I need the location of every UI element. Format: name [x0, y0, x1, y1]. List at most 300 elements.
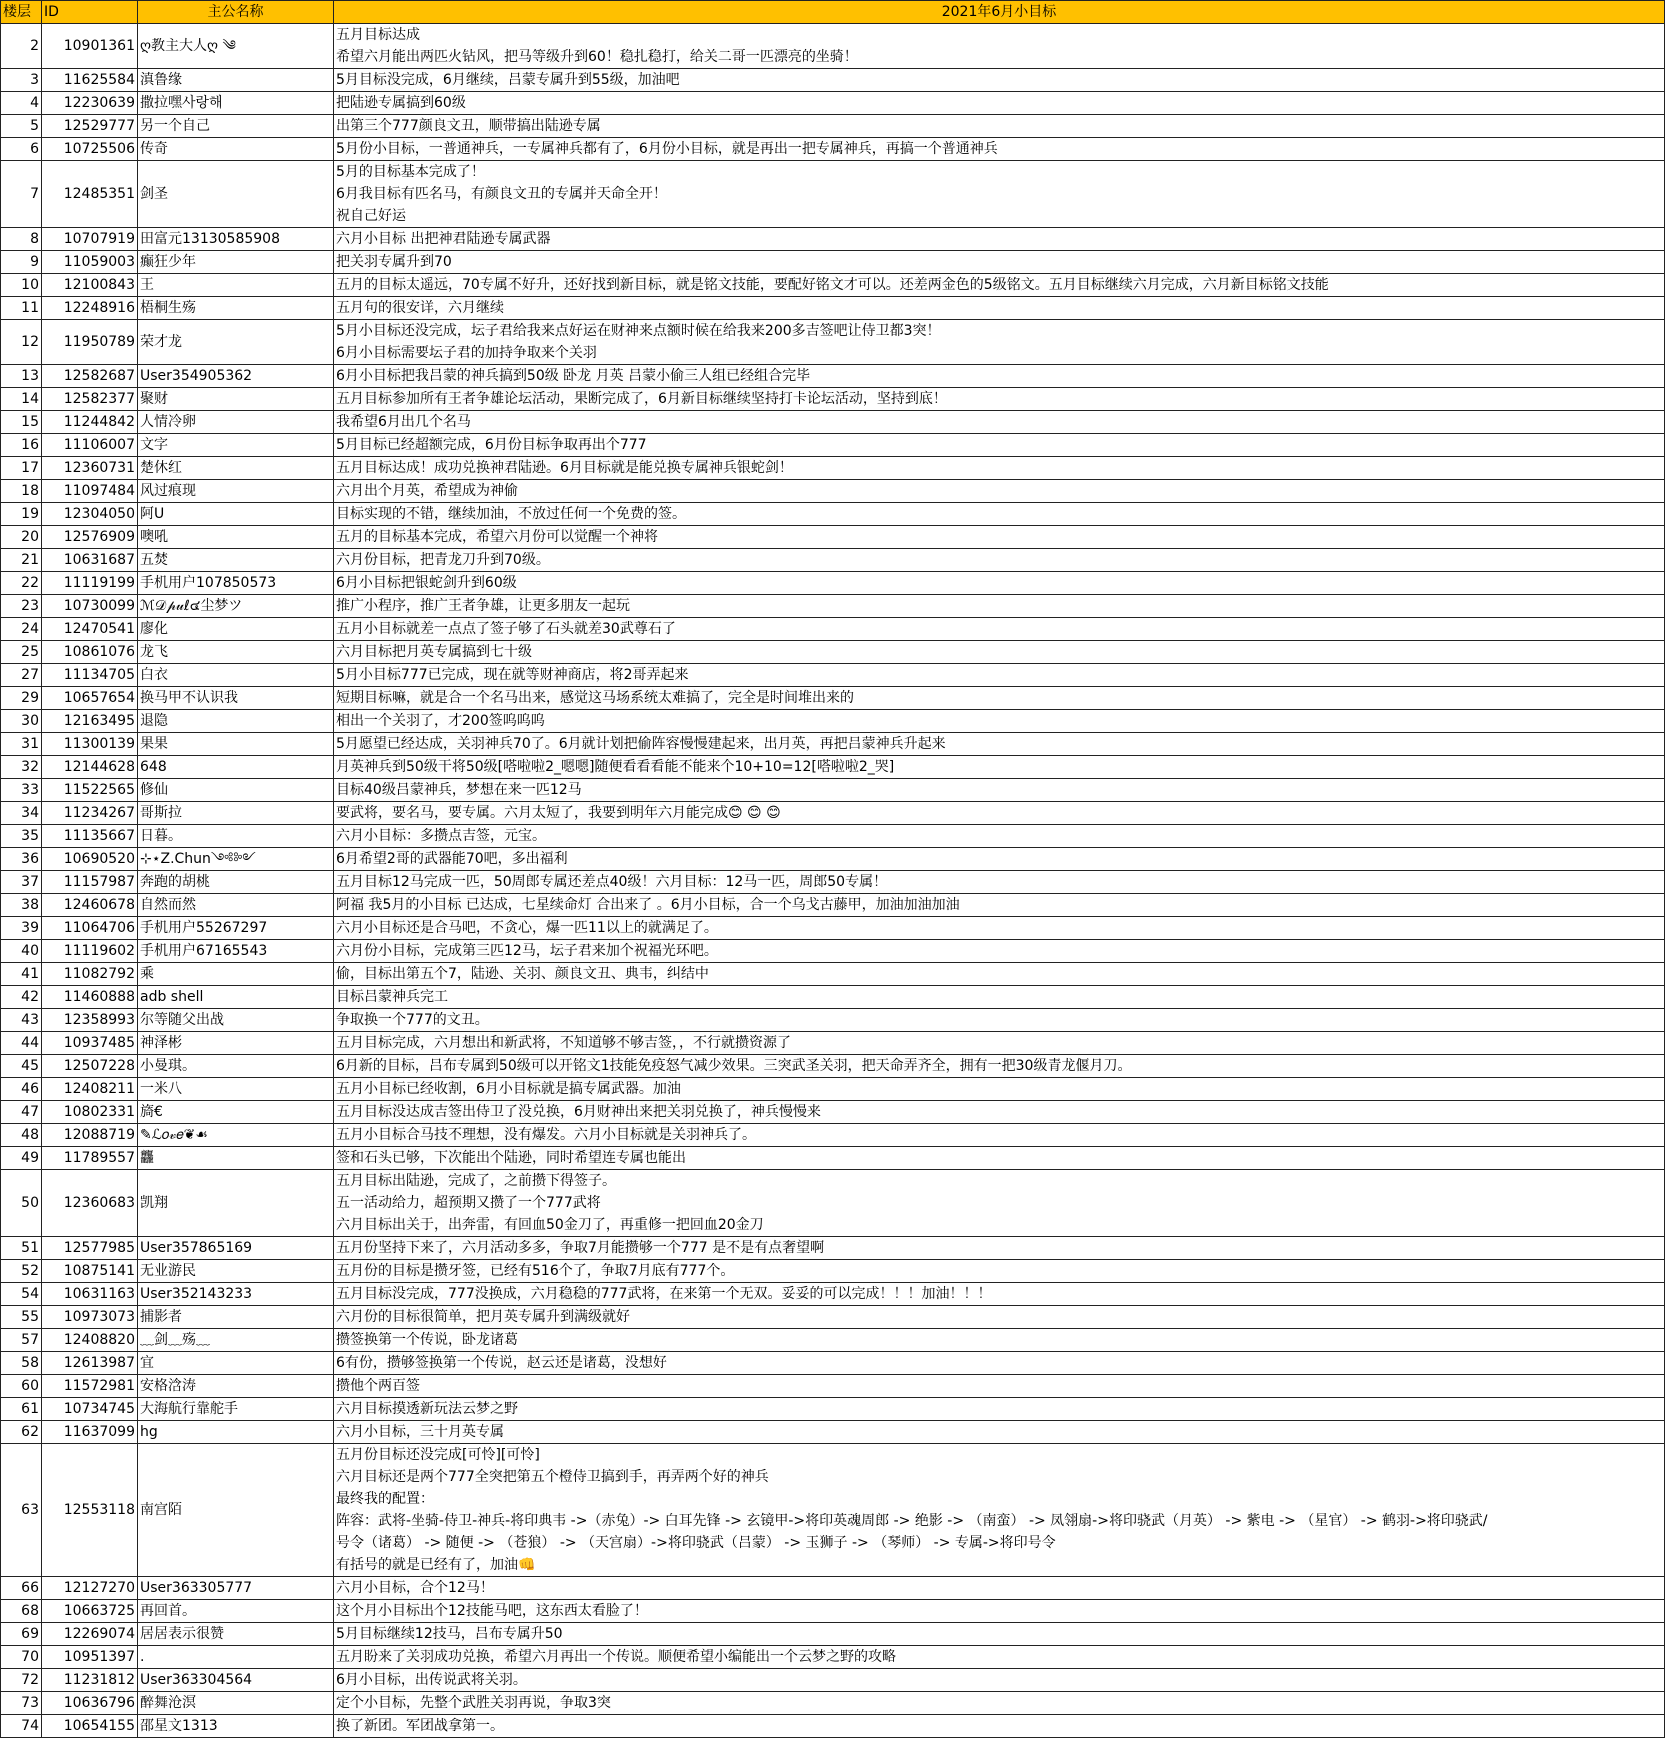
floor-cell: 23 [1, 595, 42, 618]
floor-cell: 30 [1, 710, 42, 733]
goal-line: 五月小目标合马技不理想，没有爆发。六月小目标就是关羽神兵了。 [336, 1127, 756, 1143]
id-cell: 10725506 [42, 138, 138, 161]
goal-line: 五月目标没完成，777没换成，六月稳稳的777武将，在来第一个无双。妥妥的可以完成！！！加油！！！ [336, 1286, 992, 1302]
name-cell: 撒拉嘿사랑해 [138, 92, 334, 115]
id-cell: 10951397 [42, 1646, 138, 1669]
floor-cell: 46 [1, 1078, 42, 1101]
table-row [1, 1237, 1665, 1260]
goal-cell [334, 526, 1665, 549]
name-cell: hg [138, 1421, 334, 1444]
name-cell: 龘 [138, 1147, 334, 1170]
goal-line: 目标实现的不错，继续加油，不放过任何一个免费的签。 [336, 506, 686, 522]
goal-line: 5月目标没完成，6月继续，吕蒙专属升到55级，加油吧 [336, 72, 680, 88]
floor-cell: 29 [1, 687, 42, 710]
goal-line: 六月小目标，三十月英专属 [336, 1424, 504, 1440]
id-cell: 11059003 [42, 251, 138, 274]
id-cell: 12269074 [42, 1623, 138, 1646]
goal-line: 争取换一个777的文丑。 [336, 1012, 489, 1028]
name-cell: 648 [138, 756, 334, 779]
floor-cell: 57 [1, 1329, 42, 1352]
goal-cell [334, 24, 1665, 69]
goal-line: 六月目标把月英专属搞到七十级 [336, 644, 532, 660]
goal-line: 阿福 我5月的小目标 已达成，七星续命灯 合出来了 。6月小目标，合一个乌戈古藤甲，加油加油加油 [336, 897, 960, 913]
goal-cell [334, 1055, 1665, 1078]
goal-line: 5月目标继续12技马，吕布专属升50 [336, 1626, 563, 1642]
floor-cell: 40 [1, 940, 42, 963]
id-cell: 12582687 [42, 365, 138, 388]
table-row [1, 1329, 1665, 1352]
goal-cell [334, 1009, 1665, 1032]
id-cell: 11300139 [42, 733, 138, 756]
table-row [1, 848, 1665, 871]
id-cell: 12358993 [42, 1009, 138, 1032]
table-row [1, 1577, 1665, 1600]
goal-line: 五月目标达成！成功兑换神君陆逊。6月目标就是能兑换专属神兵银蛇剑！ [336, 460, 793, 476]
id-cell: 10663725 [42, 1600, 138, 1623]
name-cell: ღ教主大人ღ ༄ [138, 24, 334, 69]
name-cell: User352143233 [138, 1283, 334, 1306]
floor-cell: 66 [1, 1577, 42, 1600]
floor-cell: 12 [1, 320, 42, 365]
table-row [1, 756, 1665, 779]
goal-line: 五月目标12马完成一匹，50周郎专属还差点40级！六月目标：12马一匹，周郎50专属！ [336, 874, 888, 890]
name-cell: 手机用户55267297 [138, 917, 334, 940]
floor-cell: 9 [1, 251, 42, 274]
floor-cell: 4 [1, 92, 42, 115]
table-row [1, 917, 1665, 940]
floor-cell: 45 [1, 1055, 42, 1078]
goal-line: 六月目标摸透新玩法云梦之野 [336, 1401, 518, 1417]
goal-line: 把陆逊专属搞到60级 [336, 95, 466, 111]
goal-cell [334, 138, 1665, 161]
floor-cell: 14 [1, 388, 42, 411]
table-row [1, 1398, 1665, 1421]
table-row [1, 894, 1665, 917]
table-row [1, 480, 1665, 503]
name-cell: 乘 [138, 963, 334, 986]
goal-cell [334, 115, 1665, 138]
goal-line: 号令（诸葛） -> 随便 -> （苍狼） -> （天宫扇）->将印骁武（吕蒙） -> 玉狮子 -> （琴师） -> 专属->将印号令 [336, 1535, 1056, 1551]
floor-cell: 62 [1, 1421, 42, 1444]
goal-line: 六月目标还是两个777全突把第五个橙侍卫搞到手，再弄两个好的神兵 [336, 1469, 769, 1485]
goal-line: 五月目标参加所有王者争雄论坛活动，果断完成了，6月新目标继续坚持打卡论坛活动，坚持到底！ [336, 391, 947, 407]
table-row [1, 1009, 1665, 1032]
goal-line: 我希望6月出几个名马 [336, 414, 471, 430]
floor-cell: 47 [1, 1101, 42, 1124]
floor-cell: 43 [1, 1009, 42, 1032]
name-cell: 南宫陌 [138, 1444, 334, 1577]
table-row [1, 69, 1665, 92]
name-cell: 荣才龙 [138, 320, 334, 365]
table-row [1, 871, 1665, 894]
table-row [1, 365, 1665, 388]
floor-cell: 70 [1, 1646, 42, 1669]
id-cell: 12408820 [42, 1329, 138, 1352]
floor-cell: 73 [1, 1692, 42, 1715]
floor-cell: 55 [1, 1306, 42, 1329]
table-row [1, 115, 1665, 138]
goal-cell [334, 963, 1665, 986]
table-row [1, 1375, 1665, 1398]
name-cell: 手机用户107850573 [138, 572, 334, 595]
goal-cell [334, 1646, 1665, 1669]
goal-line: 阵容：武将-坐骑-侍卫-神兵-将印典韦 ->（赤兔）-> 白耳先锋 -> 玄镜甲->将印英魂周郎 -> 绝影 -> （南蛮） -> 凤翎扇->将印骁武（月英） -> 紫电 -> （星官） -> 鹤羽->将印骁武/ [336, 1513, 1488, 1529]
id-cell: 10654155 [42, 1715, 138, 1738]
goal-line: 祝自己好运 [336, 208, 406, 224]
goal-line: 偷，目标出第五个7，陆逊、关羽、颜良文丑、典韦，纠结中 [336, 966, 709, 982]
name-cell: 宜 [138, 1352, 334, 1375]
goal-cell [334, 1692, 1665, 1715]
goal-cell [334, 802, 1665, 825]
goal-cell [334, 549, 1665, 572]
goal-line: 6月我目标有匹名马，有颜良文丑的专属并天命全开！ [336, 186, 667, 202]
floor-cell: 42 [1, 986, 42, 1009]
name-cell: 另一个自己 [138, 115, 334, 138]
floor-cell: 15 [1, 411, 42, 434]
id-cell: 11134705 [42, 664, 138, 687]
id-cell: 11572981 [42, 1375, 138, 1398]
goal-line: 六月份目标，把青龙刀升到70级。 [336, 552, 550, 568]
id-cell: 11135667 [42, 825, 138, 848]
name-cell: 手机用户67165543 [138, 940, 334, 963]
goal-cell [334, 1147, 1665, 1170]
name-cell: 自然而然 [138, 894, 334, 917]
table-row [1, 1101, 1665, 1124]
table-row [1, 1715, 1665, 1738]
table-row [1, 1147, 1665, 1170]
table-row [1, 411, 1665, 434]
goal-line: 五月目标完成，六月想出和新武将，不知道够不够吉签，，不行就攒资源了 [336, 1035, 791, 1051]
name-cell: 尔等随父出战 [138, 1009, 334, 1032]
id-cell: 11950789 [42, 320, 138, 365]
goal-line: 六月小目标 出把神君陆逊专属武器 [336, 231, 551, 247]
table-row [1, 297, 1665, 320]
goal-cell [334, 274, 1665, 297]
goal-cell [334, 1306, 1665, 1329]
table-row [1, 138, 1665, 161]
floor-cell: 61 [1, 1398, 42, 1421]
goal-line: 五月的目标基本完成，希望六月份可以觉醒一个神将 [336, 529, 658, 545]
goal-cell [334, 411, 1665, 434]
table-row [1, 1124, 1665, 1147]
goal-line: 相出一个关羽了，才200签呜呜呜 [336, 713, 545, 729]
floor-cell: 39 [1, 917, 42, 940]
goal-cell [334, 1260, 1665, 1283]
goal-cell [334, 320, 1665, 365]
table-row [1, 1421, 1665, 1444]
name-cell: 癫狂少年 [138, 251, 334, 274]
goal-cell [334, 1715, 1665, 1738]
id-cell: 11244842 [42, 411, 138, 434]
id-cell: 12360731 [42, 457, 138, 480]
floor-cell: 22 [1, 572, 42, 595]
id-cell: 11119602 [42, 940, 138, 963]
goal-cell [334, 1101, 1665, 1124]
id-cell: 12360683 [42, 1170, 138, 1237]
table-row [1, 549, 1665, 572]
floor-cell: 18 [1, 480, 42, 503]
goal-line: 5月小目标777已完成，现在就等财神商店，将2哥弄起来 [336, 667, 689, 683]
goal-cell [334, 595, 1665, 618]
floor-cell: 37 [1, 871, 42, 894]
floor-cell: 24 [1, 618, 42, 641]
id-cell: 11097484 [42, 480, 138, 503]
goal-line: 五月的目标太遥远，70专属不好升，还好找到新目标，就是铭文技能，要配好铭文才可以。还差两金色的5级铭文。五月目标继续六月完成，六月新目标铭文技能 [336, 277, 1329, 293]
goal-line: 五月目标达成 [336, 27, 420, 43]
id-cell: 10636796 [42, 1692, 138, 1715]
goal-line: 五月盼来了关羽成功兑换，希望六月再出一个传说。顺便希望小编能出一个云梦之野的攻略 [336, 1649, 896, 1665]
goal-line: 六月小目标：多攒点吉签，元宝。 [336, 828, 546, 844]
floor-cell: 21 [1, 549, 42, 572]
name-cell: 换马甲不认识我 [138, 687, 334, 710]
id-cell: 10901361 [42, 24, 138, 69]
goal-cell [334, 894, 1665, 917]
floor-cell: 51 [1, 1237, 42, 1260]
header-row [1, 1, 1665, 24]
name-cell: 日暮。 [138, 825, 334, 848]
name-cell: 白衣 [138, 664, 334, 687]
goal-line: 五月目标出陆逊，完成了，之前攒下得签子。 [336, 1173, 616, 1189]
name-cell: 风过痕现 [138, 480, 334, 503]
floor-cell: 36 [1, 848, 42, 871]
table-row [1, 572, 1665, 595]
id-cell: 10631163 [42, 1283, 138, 1306]
table-row [1, 1444, 1665, 1577]
table-row [1, 1078, 1665, 1101]
goal-cell [334, 503, 1665, 526]
table-row [1, 92, 1665, 115]
table-body [1, 24, 1665, 1738]
id-cell: 12613987 [42, 1352, 138, 1375]
name-cell: . [138, 1646, 334, 1669]
name-cell: 滇鲁缘 [138, 69, 334, 92]
floor-cell: 49 [1, 1147, 42, 1170]
goal-cell [334, 618, 1665, 641]
floor-cell: 25 [1, 641, 42, 664]
goal-cell [334, 1577, 1665, 1600]
table-row [1, 1669, 1665, 1692]
goal-line: 这个月小目标出个12技能马吧，这东西太看脸了！ [336, 1603, 648, 1619]
name-cell: 无业游民 [138, 1260, 334, 1283]
name-cell: ℳ𝒟𝓅𝓊ℓ๔尘梦ツ [138, 595, 334, 618]
floor-cell: 32 [1, 756, 42, 779]
table-row [1, 320, 1665, 365]
floor-cell: 72 [1, 1669, 42, 1692]
name-cell: 文字 [138, 434, 334, 457]
goal-line: 最终我的配置： [336, 1491, 434, 1507]
goal-cell [334, 756, 1665, 779]
table-row [1, 940, 1665, 963]
floor-cell: 19 [1, 503, 42, 526]
id-cell: 12553118 [42, 1444, 138, 1577]
floor-cell: 34 [1, 802, 42, 825]
name-cell: 人情冷卵 [138, 411, 334, 434]
id-cell: 12408211 [42, 1078, 138, 1101]
table-row [1, 733, 1665, 756]
goal-cell [334, 641, 1665, 664]
name-cell: 捕影者 [138, 1306, 334, 1329]
name-cell: ﹏剑﹏殇﹏ [138, 1329, 334, 1352]
id-cell: 10730099 [42, 595, 138, 618]
goal-line: 5月的目标基本完成了！ [336, 164, 485, 180]
floor-cell: 41 [1, 963, 42, 986]
goal-cell [334, 733, 1665, 756]
goal-cell [334, 457, 1665, 480]
table-row [1, 1692, 1665, 1715]
floor-cell: 63 [1, 1444, 42, 1577]
floor-cell: 2 [1, 24, 42, 69]
name-cell: ⊹⋆Z.Chun༺༻ [138, 848, 334, 871]
floor-cell: 38 [1, 894, 42, 917]
id-cell: 11460888 [42, 986, 138, 1009]
goal-cell [334, 1669, 1665, 1692]
floor-cell: 7 [1, 161, 42, 228]
table-row [1, 457, 1665, 480]
goal-cell [334, 825, 1665, 848]
id-cell: 12163495 [42, 710, 138, 733]
goal-line: 6月小目标把银蛇剑升到60级 [336, 575, 517, 591]
floor-cell: 11 [1, 297, 42, 320]
goal-line: 六月小目标，合个12马！ [336, 1580, 494, 1596]
goal-line: 定个小目标，先整个武胜关羽再说，争取3突 [336, 1695, 611, 1711]
id-cell: 11522565 [42, 779, 138, 802]
goal-cell [334, 664, 1665, 687]
name-cell: 退隐 [138, 710, 334, 733]
table-row [1, 710, 1665, 733]
floor-cell: 5 [1, 115, 42, 138]
goal-line: 6月新的目标，吕布专属到50级可以开铭文1技能免疫怒气减少效果。三突武圣关羽，把天命弄齐全，拥有一把30级青龙偃月刀。 [336, 1058, 1132, 1074]
name-cell: 神泽彬 [138, 1032, 334, 1055]
goal-line: 攒他个两百签 [336, 1378, 420, 1394]
goal-cell [334, 365, 1665, 388]
floor-cell: 3 [1, 69, 42, 92]
name-cell: 居居表示很赞 [138, 1623, 334, 1646]
goal-cell [334, 434, 1665, 457]
table-row [1, 825, 1665, 848]
goal-cell [334, 710, 1665, 733]
table-row [1, 618, 1665, 641]
goal-line: 五月小目标就差一点点了签子够了石头就差30武尊石了 [336, 621, 676, 637]
table-row [1, 228, 1665, 251]
goal-line: 把关羽专属升到70 [336, 254, 452, 270]
id-cell: 12304050 [42, 503, 138, 526]
goal-cell [334, 779, 1665, 802]
id-cell: 12582377 [42, 388, 138, 411]
floor-cell: 44 [1, 1032, 42, 1055]
name-cell: 王 [138, 274, 334, 297]
goal-cell [334, 871, 1665, 894]
table-row [1, 1600, 1665, 1623]
name-cell: User363304564 [138, 1669, 334, 1692]
id-cell: 10861076 [42, 641, 138, 664]
id-cell: 12485351 [42, 161, 138, 228]
goal-cell [334, 1124, 1665, 1147]
table-row [1, 687, 1665, 710]
goal-line: 签和石头已够，下次能出个陆逊，同时希望连专属也能出 [336, 1150, 686, 1166]
table-row [1, 779, 1665, 802]
floor-cell: 50 [1, 1170, 42, 1237]
id-cell: 11119199 [42, 572, 138, 595]
floor-cell: 52 [1, 1260, 42, 1283]
header-floor: 楼层 [1, 1, 42, 24]
goal-cell [334, 1237, 1665, 1260]
floor-cell: 16 [1, 434, 42, 457]
name-cell: 传奇 [138, 138, 334, 161]
name-cell: 剑圣 [138, 161, 334, 228]
floor-cell: 54 [1, 1283, 42, 1306]
floor-cell: 17 [1, 457, 42, 480]
name-cell: 奔跑的胡桃 [138, 871, 334, 894]
goal-line: 有括号的就是已经有了，加油👊 [336, 1557, 536, 1573]
table-row [1, 595, 1665, 618]
id-cell: 12577985 [42, 1237, 138, 1260]
goal-cell [334, 1421, 1665, 1444]
id-cell: 12470541 [42, 618, 138, 641]
id-cell: 10802331 [42, 1101, 138, 1124]
goal-line: 月英神兵到50级干将50级[嗒啦啦2_嗯嗯]随便看看看能不能来个10+10=12[嗒啦啦2_哭] [336, 759, 895, 775]
id-cell: 11157987 [42, 871, 138, 894]
goal-line: 五月句的很安详，六月继续 [336, 300, 504, 316]
id-cell: 10631687 [42, 549, 138, 572]
goal-cell [334, 848, 1665, 871]
goal-cell [334, 1329, 1665, 1352]
goal-cell [334, 297, 1665, 320]
header-id: ID [42, 1, 138, 24]
floor-cell: 31 [1, 733, 42, 756]
goal-cell [334, 1283, 1665, 1306]
name-cell: User354905362 [138, 365, 334, 388]
floor-cell: 35 [1, 825, 42, 848]
goal-cell [334, 1078, 1665, 1101]
name-cell: 楚休红 [138, 457, 334, 480]
goal-cell [334, 1444, 1665, 1577]
id-cell: 10657654 [42, 687, 138, 710]
table-row [1, 434, 1665, 457]
goal-line: 五月份目标还没完成[可怜][可怜] [336, 1447, 540, 1463]
goal-cell [334, 161, 1665, 228]
floor-cell: 74 [1, 1715, 42, 1738]
table-row [1, 251, 1665, 274]
name-cell: 小曼琪。 [138, 1055, 334, 1078]
goal-cell [334, 687, 1665, 710]
goal-cell [334, 480, 1665, 503]
id-cell: 11082792 [42, 963, 138, 986]
header-goal: 2021年6月小目标 [334, 1, 1665, 24]
name-cell: 凯翔 [138, 1170, 334, 1237]
id-cell: 12230639 [42, 92, 138, 115]
goal-line: 6月小目标把我吕蒙的神兵搞到50级 卧龙 月英 吕蒙小偷三人组已经组合完毕 [336, 368, 811, 384]
id-cell: 11231812 [42, 1669, 138, 1692]
table-row [1, 161, 1665, 228]
id-cell: 10734745 [42, 1398, 138, 1421]
floor-cell: 27 [1, 664, 42, 687]
goal-line: 五月小目标已经收割，6月小目标就是搞专属武器。加油 [336, 1081, 681, 1097]
goal-cell [334, 1375, 1665, 1398]
table-row [1, 274, 1665, 297]
id-cell: 10973073 [42, 1306, 138, 1329]
id-cell: 12460678 [42, 894, 138, 917]
table-row [1, 1306, 1665, 1329]
floor-cell: 20 [1, 526, 42, 549]
id-cell: 11106007 [42, 434, 138, 457]
name-cell: 哥斯拉 [138, 802, 334, 825]
id-cell: 10707919 [42, 228, 138, 251]
table-row [1, 388, 1665, 411]
id-cell: 11625584 [42, 69, 138, 92]
goal-cell [334, 917, 1665, 940]
name-cell: 阿U [138, 503, 334, 526]
goal-cell [334, 1398, 1665, 1421]
